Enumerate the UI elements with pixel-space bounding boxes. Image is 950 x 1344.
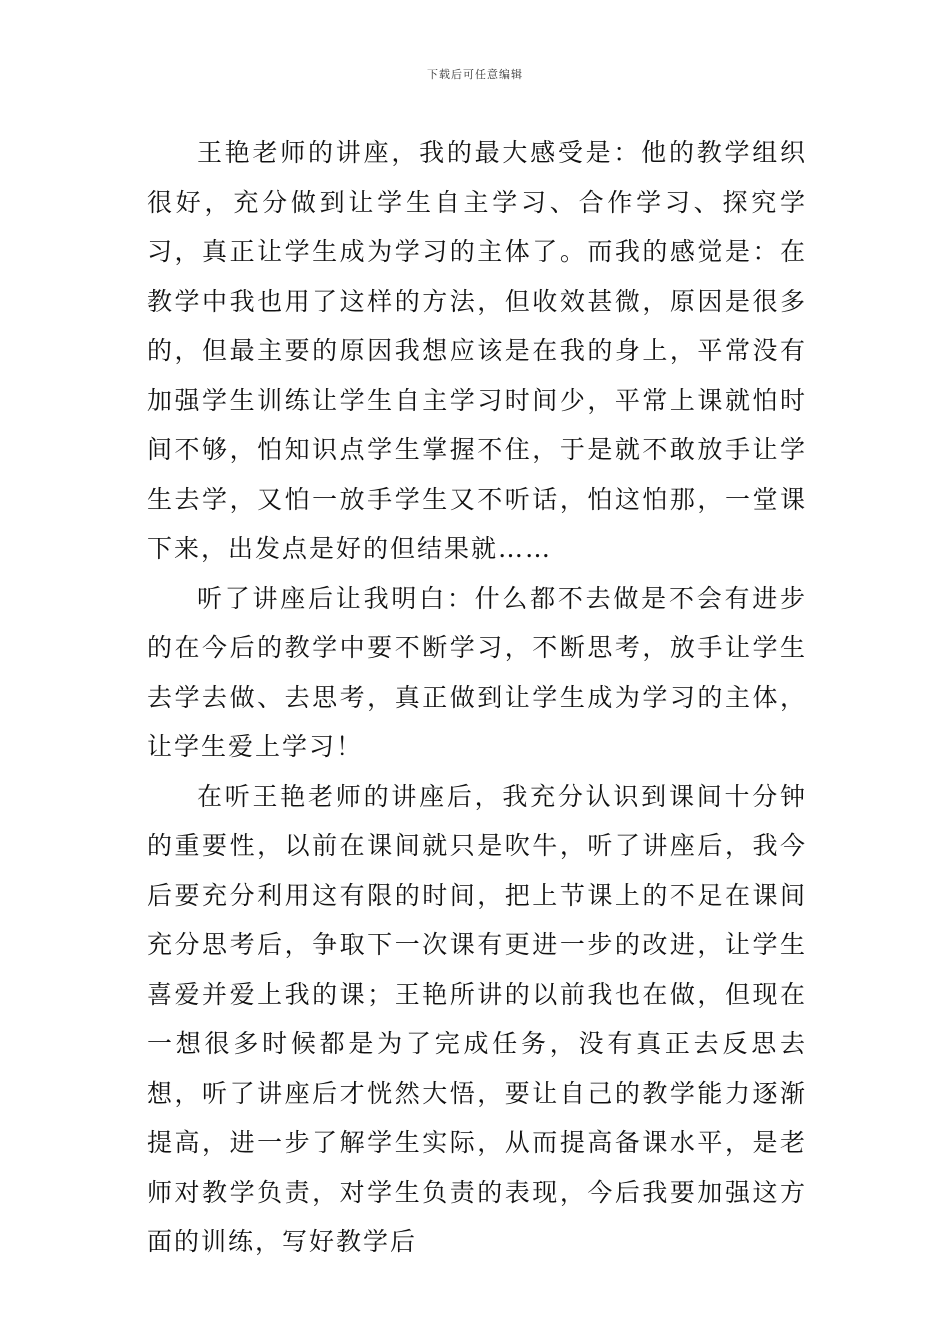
paragraph-1: 王艳老师的讲座，我的最大感受是：他的教学组织很好，充分做到让学生自主学习、合作学习、探究学习，真正让学生成为学习的主体了。而我的感觉是：在教学中我也用了这样的方法，但收效甚微，原因是很多的，但最主要的原因我想应该是在我的身上，平常没有加强学生训练让学生自主学习时间少，平常上课就怕时间不够，怕知识点学生掌握不住，于是就不敢放手让学生去学，又怕一放手学生又不听话，怕这怕那，一堂课下来，出发点是好的但结果就……: [147, 138, 807, 563]
paragraph-2: 听了讲座后让我明白：什么都不去做是不会有进步的在今后的教学中要不断学习，不断思考，放手让学生去学去做、去思考，真正做到让学生成为学习的主体，让学生爱上学习！: [147, 583, 807, 761]
header-note: 下载后可任意编辑: [427, 68, 523, 81]
paragraph-3: 在听王艳老师的讲座后，我充分认识到课间十分钟的重要性，以前在课间就只是吹牛，听了讲座后，我今后要充分利用这有限的时间，把上节课上的不足在课间充分思考后，争取下一次课有更进一步的改进，让学生喜爱并爱上我的课；王艳所讲的以前我也在做，但现在一想很多时候都是为了完成任务，没有真正去反思去想，听了讲座后才恍然大悟，要让自己的教学能力逐渐提高，进一步了解学生实际，从而提高备课水平，是老师对教学负责，对学生负责的表现，今后我要加强这方面的训练，写好教学后: [147, 781, 807, 1256]
document-body: [147, 128, 807, 1267]
